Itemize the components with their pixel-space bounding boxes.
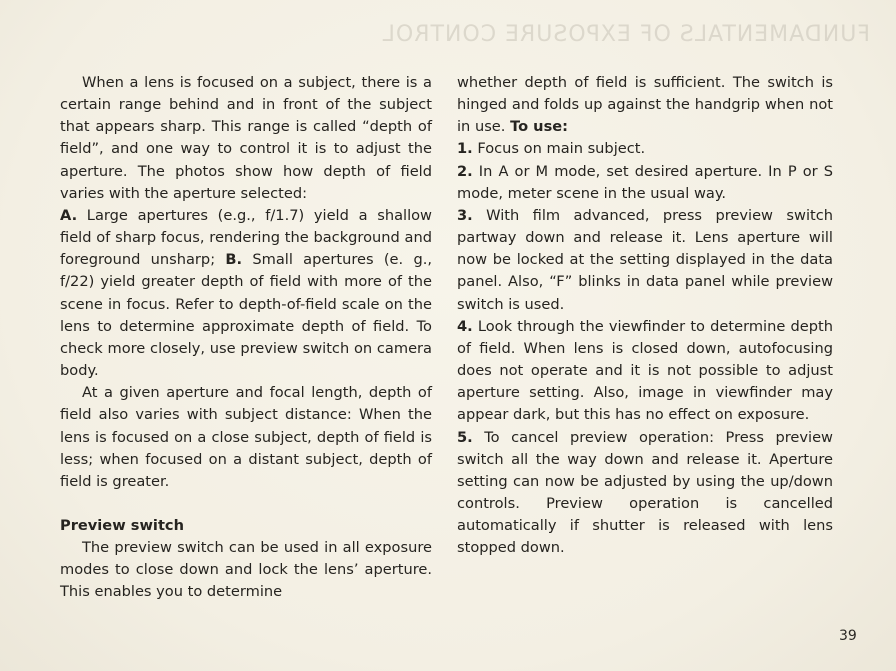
show-through-heading: FUNDAMENTALS OF EXPOSURE CONTROL: [381, 22, 870, 47]
subheading-preview-switch: Preview switch: [60, 516, 184, 534]
step-text: In A or M mode, set desired aperture. In P or S mode, meter scene in the usual way.: [457, 162, 833, 202]
step-text: With film advanced, press preview switch partway down and release it. Lens aperture will now be locked at the setting displayed in the data panel. Also, “F” blinks in data panel while preview switch is used.: [457, 206, 833, 313]
text-b: Small apertures (e. g., f/22) yield greater depth of field with more of the scene in focus. Refer to depth-of-field scale on the lens to determine approximate depth of field. To check more closely, use preview switch on camera body.: [60, 251, 432, 380]
page-number: 39: [839, 628, 857, 644]
to-use-label: To use:: [510, 118, 568, 136]
step-text: Look through the viewfinder to determine depth of field. When lens is closed down, autofocusing does not operate and it is not possible to adjust aperture setting. Also, image in viewfinder may appear dark, but this has no effect on exposure.: [457, 317, 833, 424]
step-4: [457, 316, 833, 427]
label-a: A.: [60, 206, 78, 224]
step-2: [457, 161, 833, 205]
left-column: [60, 72, 432, 604]
step-number: 2.: [457, 162, 473, 180]
paragraph-preview-switch: The preview switch can be used in all exposure modes to close down and lock the lens’ aperture. This enables you to determine: [60, 539, 432, 601]
step-5: [457, 427, 833, 560]
right-column: [457, 72, 833, 559]
step-number: 1.: [457, 140, 473, 158]
step-number: 4.: [457, 317, 473, 335]
step-1: [457, 138, 833, 160]
paragraph-depth-of-field: When a lens is focused on a subject, there is a certain range behind and in front of the subject that appears sharp. This range is called “depth of field”, and one way to control it is to adjust the aperture. The photos show how depth of field varies with the aperture selected:: [60, 74, 432, 202]
label-b: B.: [225, 251, 243, 269]
step-text: To cancel preview operation: Press preview switch all the way down and release it. Aperture setting can now be adjusted by using the up/down controls. Preview operation is cancelled automatically if shutter is released with lens stopped down.: [457, 428, 833, 557]
text-a: Large apertures (e.g., f/1.7) yield a shallow field of sharp focus, rendering the background and foreground unsharp;: [60, 206, 432, 269]
step-text: Focus on main subject.: [472, 140, 646, 158]
paragraph-preview-intro: [457, 72, 833, 138]
intro-text: whether depth of field is sufficient. The switch is hinged and folds up against the handgrip when not in use.: [457, 74, 833, 136]
step-3: [457, 205, 833, 316]
spacer: [60, 493, 432, 515]
paragraph-apertures: [60, 205, 432, 382]
step-number: 3.: [457, 206, 473, 224]
step-number: 5.: [457, 428, 473, 446]
paragraph-subject-distance: At a given aperture and focal length, depth of field also varies with subject distance: When the lens is focused on a close subject, depth of field is less; when focused on a distant subject, depth of field is greater.: [60, 384, 432, 490]
